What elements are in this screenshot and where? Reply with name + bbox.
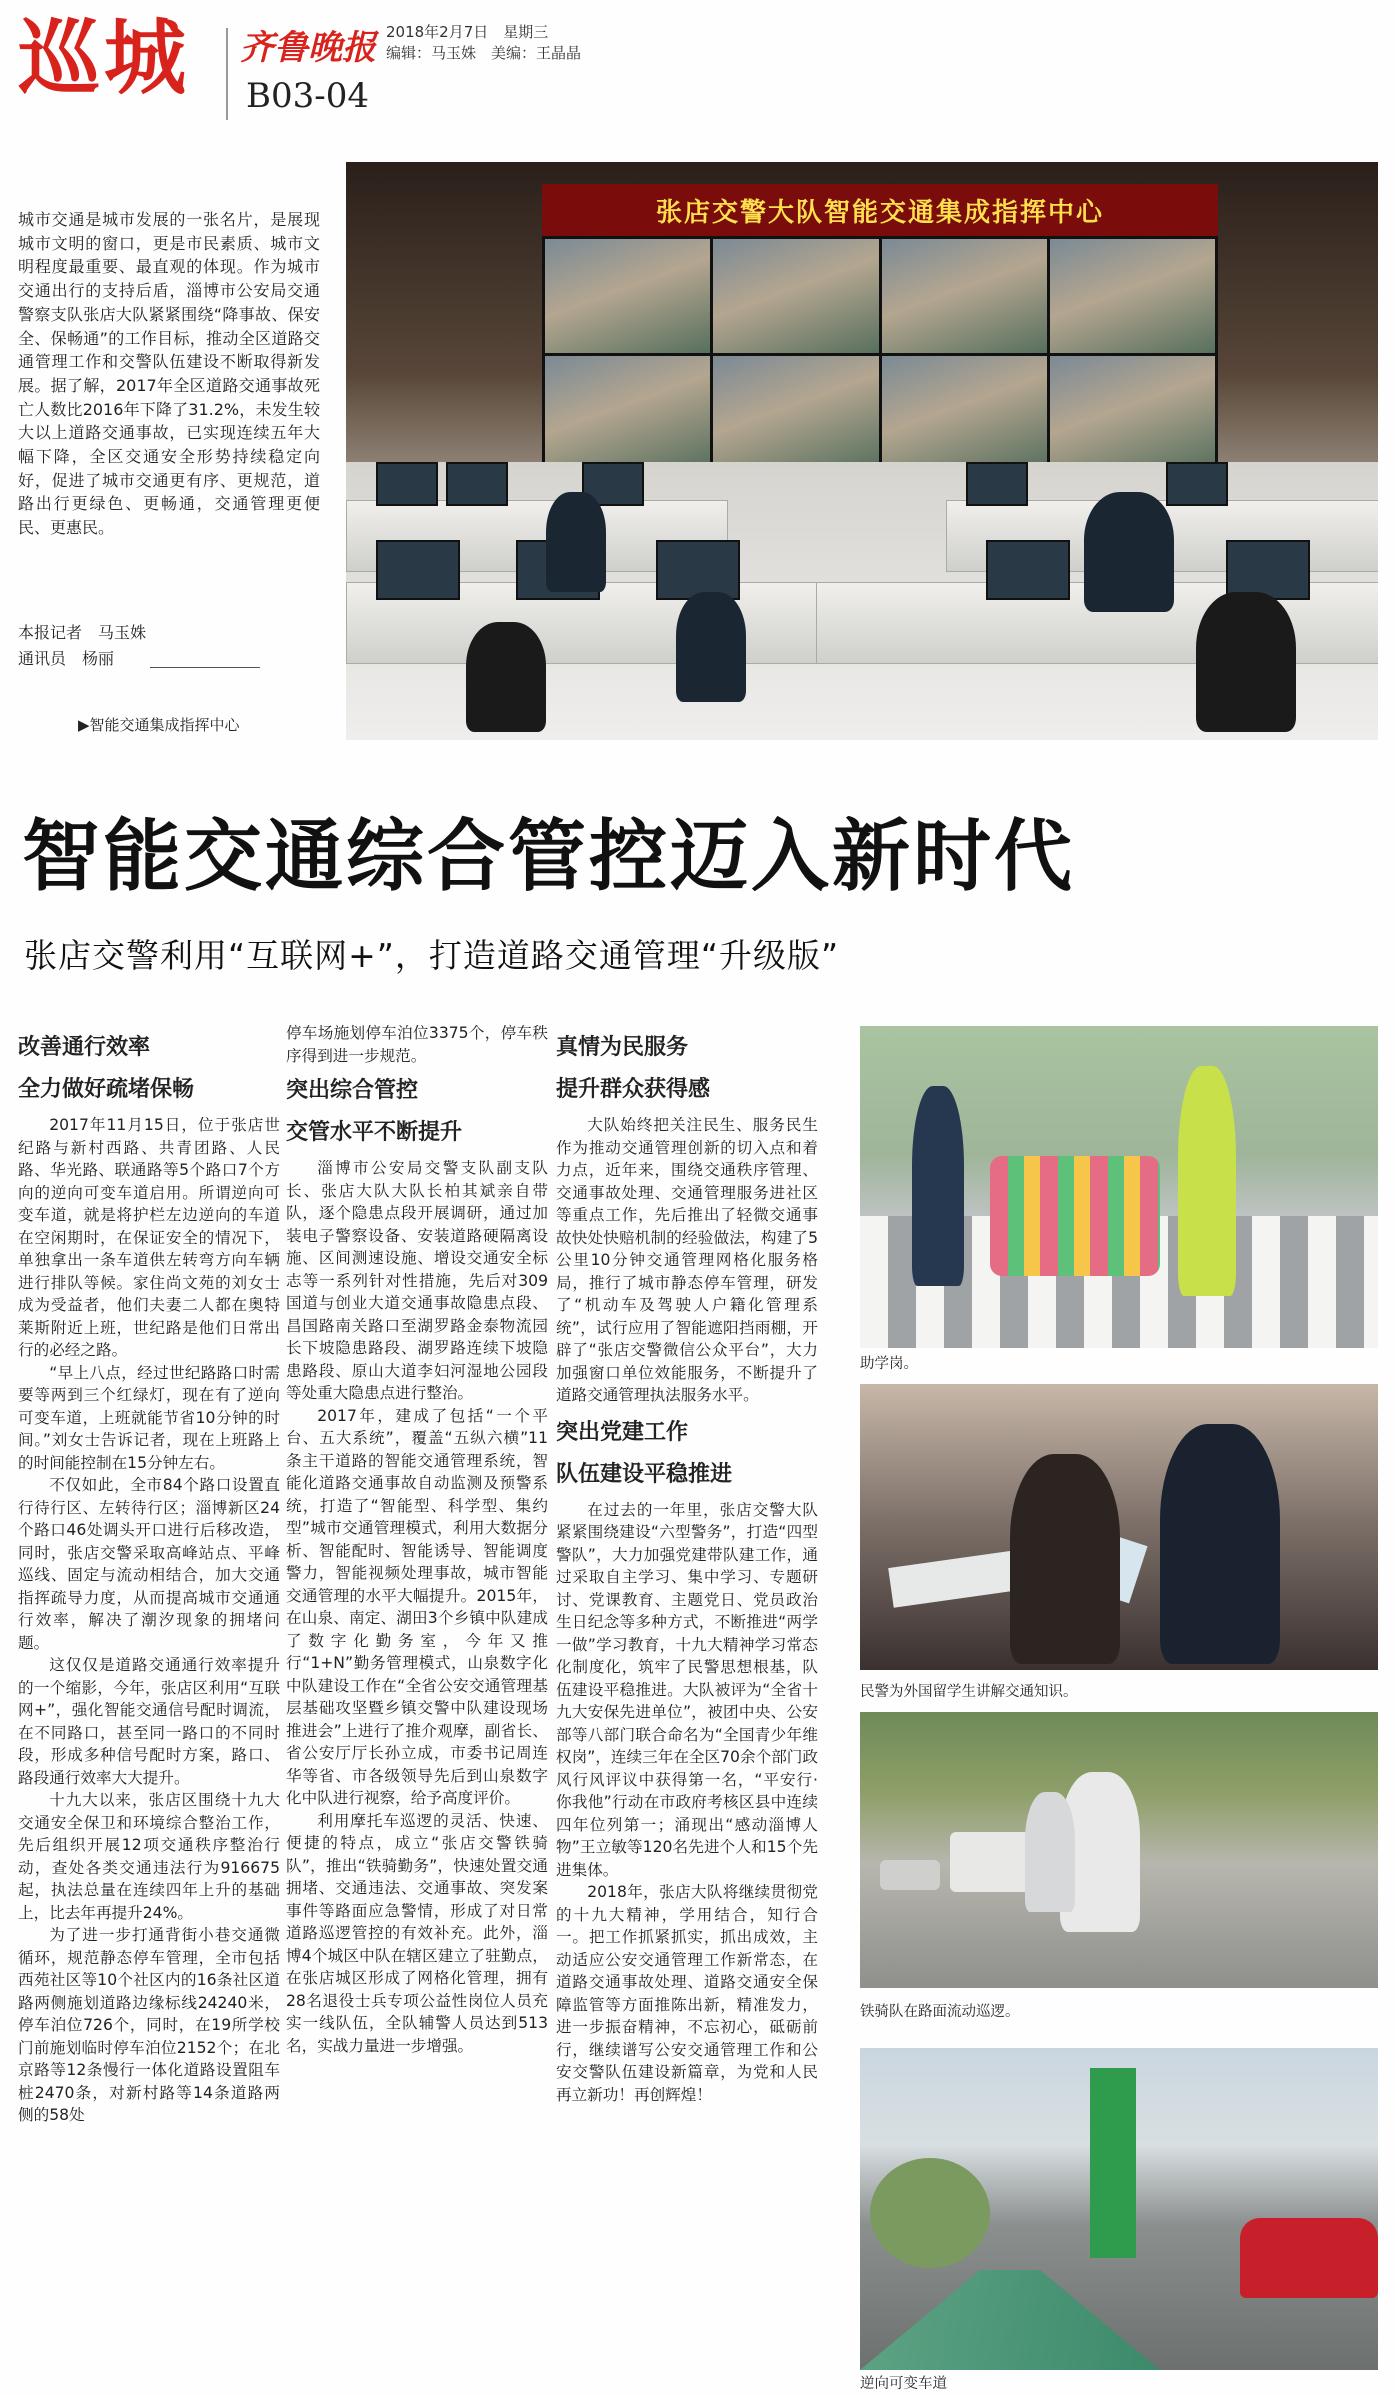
- paragraph: 淄博市公安局交警支队副支队长、张店大队大队长柏其斌亲自带队，逐个隐患点段开展调研，通过加装电子警察设备、安装道路硬隔离设施、区间测速设施、增设交通安全标志等一系列针对性措施，先后对309国道与创业大道交通事故隐患点段、昌国路南关路口至湖罗路金泰物流园长下坡隐患路段、湖罗路连续下坡隐患路段、原山大道李妇河湿地公园段等处重大隐患点进行整治。: [286, 1159, 548, 1402]
- officer-figure: [1084, 492, 1174, 612]
- officer-figure: [1178, 1066, 1236, 1296]
- section-subheading: 交管水平不断提升: [286, 1120, 463, 1145]
- paragraph: 不仅如此，全市84个路口设置直行待行区、左转待行区；淄博新区24个路口46处调头开口进行后移改造，同时，张店交警采取高峰站点、平峰巡线、固定与流动相结合，加大交通指挥疏导力度，从而提高城市交通通行效率，解决了潮汐现象的拥堵问题。: [18, 1476, 280, 1652]
- paragraph: 十九大以来，张店区围绕十九大交通安全保卫和环境综合整治工作，先后组织开展12项交通秩序整治行动，查处各类交通违法行为916675起，执法总量在连续四年上升的基础上，比去年再提升24%。: [18, 1791, 280, 1922]
- students-photo: [860, 1384, 1378, 1670]
- section-title: 巡城: [18, 11, 191, 106]
- section-heading: 突出综合管控: [286, 1078, 419, 1103]
- section-subheading: 队伍建设平稳推进: [556, 1461, 733, 1487]
- paragraph: 大队始终把关注民生、服务民生作为推动交通管理创新的切入点和着力点，近年来，围绕交通秩序管理、交通事故处理、交通管理服务进社区等重点工作，先后推出了轻微交通事故快处快赔机制的经验做法，构建了5公里10分钟交通管理网格化服务格局，推行了城市静态停车管理，研发了“机动车及驾驶人户籍化管理系统”，试行应用了智能遮阳挡雨棚，开辟了“张店交警微信公众平台”，大力加强窗口单位效能服务，不断提升了道路交通管理执法服务水平。: [556, 1116, 818, 1404]
- command-center-photo: [346, 162, 1378, 740]
- section-heading: 突出党建工作: [556, 1419, 689, 1445]
- page-number: B03-04: [246, 76, 370, 116]
- paragraph: 这仅仅是道路交通通行效率提升的一个缩影，今年，张店区利用“互联网+”，强化智能交通信号配时调流，在不同路口，甚至同一路口的不同时段，形成多种信号配时方案，路口、路段通行效率大大提升。: [18, 1656, 280, 1787]
- paragraph: 为了进一步打通背街小巷交通微循环，规范静态停车管理，全市包括西苑社区等10个社区内的16条社区道路两侧施划道路边缘标线24240米，停车泊位726个，同时，在19所学校门前施划临时停车泊位2152个；在北京路等12条慢行一体化道路设置阻车桩2470条，对新村路等14条道路两侧的58处: [18, 1926, 280, 2124]
- lane-sign: [1090, 2068, 1136, 2258]
- section-heading: 改善通行效率: [18, 1035, 151, 1060]
- paragraph: 2017年11月15日，位于张店世纪路与新村西路、共青团路、人民路、华光路、联通路等5个路口7个方向的逆向可变车道启用。所谓逆向可变车道，就是将护栏左边逆向的车道在空闲期时，在保证安全的情况下，单独拿出一条车道供左转弯方向车辆进行排队等候。家住尚文苑的刘女士成为受益者，他们夫妻二人都在奥特莱斯附近上班，世纪路是他们日常出行的必经之路。: [18, 1116, 280, 1359]
- masthead-meta: [386, 22, 581, 64]
- article-column-3: [556, 1030, 818, 2106]
- paragraph: “早上八点，经过世纪路路口时需要等两到三个红绿灯，现在有了逆向可变车道，上班就能节省10分钟的时间。”刘女士告诉记者，现在上班路上的时间能控制在15分钟左右。: [18, 1363, 280, 1472]
- masthead-divider: [226, 28, 228, 120]
- section-heading: 真情为民服务: [556, 1035, 689, 1060]
- paragraph: 停车场施划停车泊位3375个，停车秩序得到进一步规范。: [286, 1024, 548, 1065]
- subheadline: 张店交警利用“互联网+”，打造道路交通管理“升级版”: [24, 936, 840, 975]
- editor-line: 编辑：马玉姝 美编：王晶晶: [386, 44, 582, 62]
- chair: [1196, 592, 1296, 732]
- reversible-lane-photo: [860, 2048, 1378, 2370]
- top-photo-caption: ▶智能交通集成指挥中心: [78, 716, 240, 734]
- officer-figure: [546, 492, 606, 592]
- paragraph: 利用摩托车巡逻的灵活、快速、便捷的特点，成立“张店交警铁骑队”，推出“铁骑勤务”，快速处置交通拥堵、交通违法、交通事故、突发案事件等路面应急警情，形成了对日常道路巡逻管控的有效补充。此外，淄博4个城区中队在辖区建立了驻勤点，在张店城区形成了网格化管理，拥有28名退役士兵专项公益性岗位人员充实一线队伍，全队辅警人员达到513名，实战力量进一步增强。: [286, 1811, 548, 2055]
- parked-car: [1240, 2218, 1378, 2298]
- paragraph: 2017年，建成了包括“一个平台、五大系统”，覆盖“五纵六横”11条主干道路的智能交通管理系统，智能化道路交通事故自动监测及预警系统，打造了“智能型、科学型、集约型”城市交通管理模式，利用大数据分析、智能配时、智能诱导、智能调度警力，智能视频处理事故，城市智能交通管理的水平大幅提升。2015年，在山泉、南定、湖田3个乡镇中队建成了数字化勤务室，今年又推行“1+N”勤务管理模式，山泉数字化中队建设工作在“全省公安交通管理基层基础攻坚暨乡镇交警中队建设现场推进会”上进行了推介观摩，副省长、省公安厅厅长孙立成，市委书记周连华等省、市各级领导先后到山泉数字化中队进行视察，给予高度评价。: [286, 1406, 548, 1807]
- motorcycle-officer: [1025, 1792, 1075, 1912]
- reporter: 本报记者 马玉姝: [18, 623, 147, 642]
- officer-figure: [676, 592, 746, 702]
- section-subheading: 全力做好疏堵保畅: [18, 1077, 195, 1102]
- motorcycle-patrol-photo: [860, 1712, 1378, 1988]
- photo-caption: 铁骑队在路面流动巡逻。: [860, 2004, 1020, 2020]
- officer-figure: [1160, 1424, 1280, 1664]
- article-column-2: [286, 1022, 548, 2057]
- photo-banner: 张店交警大队智能交通集成指挥中心: [542, 184, 1218, 236]
- children-group: [990, 1156, 1160, 1276]
- student-figure: [1010, 1454, 1120, 1664]
- date-line: 2018年2月7日 星期三: [386, 23, 549, 41]
- paragraph: 在过去的一年里，张店交警大队紧紧围绕建设“六型警务”，打造“四型警队”，大力加强党建带队建工作，通过采取自主学习、集中学习、专题研讨、党课教育、主题党日、党员政治生日纪念等多种方式，不断推进“两学一做”学习教育，十九大精神学习常态化制度化，筑牢了民警思想根基，队伍建设平稳推进。大队被评为“全省十九大安保先进单位”，被团中央、公安部等八部门联合命名为“全国青少年维权岗”，连续三年在全区70余个部门政风行风评议中获得第一名，“平安行·你我他”行动在市政府考核区县中连续四年位列第一；涌现出“感动淄博人物”王立敏等120名先进个人和15个先进集体。: [556, 1500, 818, 1879]
- chair: [466, 622, 546, 732]
- crossing-guard-photo: [860, 1026, 1378, 1348]
- officer-figure: [912, 1086, 964, 1286]
- paper-name-logo: 齐鲁晚报: [240, 28, 376, 68]
- green-lane: [860, 2270, 1160, 2370]
- intro-text: 城市交通是城市发展的一张名片，是展现城市文明的窗口，更是市民素质、城市文明程度最重要、最直观的体现。作为城市交通出行的支持后盾，淄博市公安局交通警察支队张店大队紧紧围绕“降事故、保安全、保畅通”的工作目标，推动全区道路交通管理工作和交警队伍建设不断取得新发展。据了解，2017年全区道路交通事故死亡人数比2016年下降了31.2%，未发生较大以上道路交通事故，已实现连续五年大幅下降，全区交通安全形势持续稳定向好，促进了城市交通更有序、更规范，道路出行更绿色、更畅通，交通管理更便民、更惠民。: [18, 210, 320, 538]
- article-column-1: [18, 1030, 280, 2127]
- photo-caption: 民警为外国留学生讲解交通知识。: [860, 1684, 1078, 1700]
- byline-rule: [150, 667, 260, 668]
- byline: [18, 620, 268, 672]
- photo-caption: 逆向可变车道: [860, 2376, 947, 2392]
- video-wall: [542, 236, 1218, 472]
- photo-caption: 助学岗。: [860, 1356, 918, 1372]
- section-subheading: 提升群众获得感: [556, 1077, 711, 1102]
- correspondent: 通讯员 杨丽: [18, 649, 115, 668]
- paragraph: 2018年，张店大队将继续贯彻党的十九大精神，学用结合，知行合一。把工作抓紧抓实，抓出成效，主动适应公安交通管理工作新常态，在道路交通事故处理、道路交通安全保障监管等方面推陈出新，精准发力，进一步振奋精神，不忘初心，砥砺前行，继续谱写公安交通管理工作和公安交警队伍建设新篇章，为党和人民再立新功！再创辉煌！: [556, 1883, 818, 2104]
- headline: 智能交通综合管控迈入新时代: [22, 812, 1076, 902]
